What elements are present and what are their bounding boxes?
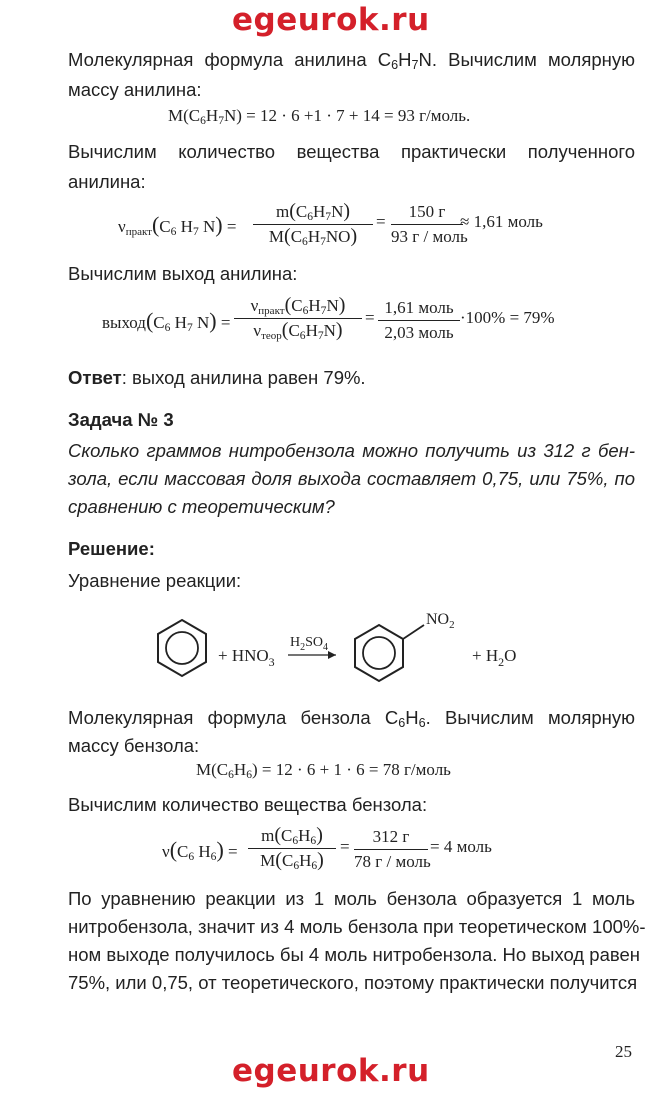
- eq3-lhs: $выход(C_6$ $H_7$ N) =: [102, 308, 231, 334]
- task-text-line1: Сколько граммов нитробензола можно получить из 312 г бен-: [68, 440, 635, 461]
- equation-molar-mass-benzene: $M(C_6H_6) = 12 \cdot 6 + 1 \cdot 6 = 78$ г/моль: [196, 760, 451, 781]
- paragraph-aniline-formula-line2: массу анилина:: [68, 79, 202, 100]
- eq3-result: ·100% = 79%: [460, 308, 555, 327]
- task-text-line3: сравнению с теоретическим?: [68, 496, 335, 517]
- equation-nu-benzene: $\nu(C_6$ $H_6$) = $m(C_6H_6)$ $M(C_6H_6)$ = 312 г 78 г / моль = 4 моль: [162, 824, 492, 872]
- equation-molar-mass-aniline: $M(C_6H_7N) = 12 \cdot 6 +1 \cdot 7 + 14 = 93$ г/моль.: [168, 106, 471, 127]
- paragraph-amount-practical-line2: анилина:: [68, 171, 146, 192]
- eq5-lhs: $\nu(C_6$ $H_6$) =: [162, 837, 238, 863]
- answer-line: Ответ: выход анилина равен 79%.: [68, 367, 366, 388]
- reaction-heading: Уравнение реакции:: [68, 570, 242, 591]
- reaction-scheme: [140, 598, 540, 698]
- equation-yield: $выход(C_6$ $H_7$ N) = $\nu_{практ}(C_6H_7N)$ $\nu_{теор}(C_6H_7N)$ = 1,61 моль 2,03 моль ·100% = 79%: [102, 294, 555, 342]
- svg-text:H2SO4: $H_2SO_4$: [290, 635, 329, 653]
- paragraph-conclusion-line2: нитробензола, значит из 4 моль бензола при теоретическом 100%-: [68, 916, 646, 937]
- site-logo-top[interactable]: egeurok.ru: [232, 2, 430, 38]
- task-title: Задача № 3: [68, 409, 174, 430]
- eq2-frac2: 150 г 93 г / моль: [391, 202, 468, 246]
- eq5-frac1: $m(C_6H_6)$ $M(C_6H_6)$: [248, 824, 336, 872]
- page-number: 25: [615, 1042, 632, 1061]
- paragraph-benzene-formula: Молекулярная формула бензола $C_6H_6$. Вычислим молярную: [68, 707, 636, 731]
- svg-text:NO2: $NO_2$: [426, 611, 455, 631]
- paragraph-conclusion-line3: ном выходе получилось бы 4 моль нитробензола. Но выход равен: [68, 944, 641, 965]
- paragraph-conclusion-line1: По уравнению реакции из 1 моль бензола образуется 1 моль: [68, 888, 635, 909]
- paragraph-conclusion-line4: 75%, или 0,75, от теоретического, поэтому практически получится: [68, 972, 638, 993]
- eq3-frac2: 1,61 моль 2,03 моль: [378, 298, 460, 343]
- paragraph-amount-practical: Вычислим количество вещества практически полученного: [68, 141, 635, 162]
- eq2-lhs: $\nu_{практ}(C_6$ $H_7$ N) =: [118, 212, 237, 238]
- svg-text:+ H2O: + $H_2O$: [472, 646, 517, 669]
- site-logo-bottom[interactable]: egeurok.ru: [232, 1053, 430, 1089]
- equation-nu-practical: $\nu_{практ}(C_6$ $H_7$ N) = $m(C_6H_7N)$ $M(C_6H_7NO)$ = 150 г 93 г / моль ≈ 1,61 моль: [118, 200, 543, 248]
- task-text-line2: зола, если массовая доля выхода составляет 0,75, или 75%, по: [68, 468, 635, 489]
- paragraph-aniline-formula: Молекулярная формула анилина $C_6H_7N$. Вычислим молярную: [68, 49, 635, 73]
- paragraph-benzene-formula-line2: массу бензола:: [68, 735, 200, 756]
- eq5-frac2: 312 г 78 г / моль: [354, 827, 431, 871]
- eq3-frac1: $\nu_{практ}(C_6H_7N)$ $\nu_{теор}(C_6H_7N)$: [234, 294, 362, 342]
- eq2-frac1: $m(C_6H_7N)$ $M(C_6H_7NO)$: [253, 200, 373, 248]
- eq2-result: ≈ 1,61 моль: [460, 212, 543, 231]
- solution-heading: Решение:: [68, 538, 155, 559]
- paragraph-yield-aniline: Вычислим выход анилина:: [68, 263, 298, 284]
- paragraph-amount-benzene: Вычислим количество вещества бензола:: [68, 794, 428, 815]
- svg-text:+ HNO3: + $HNO_3$: [218, 646, 275, 669]
- eq5-result: = 4 моль: [430, 837, 492, 856]
